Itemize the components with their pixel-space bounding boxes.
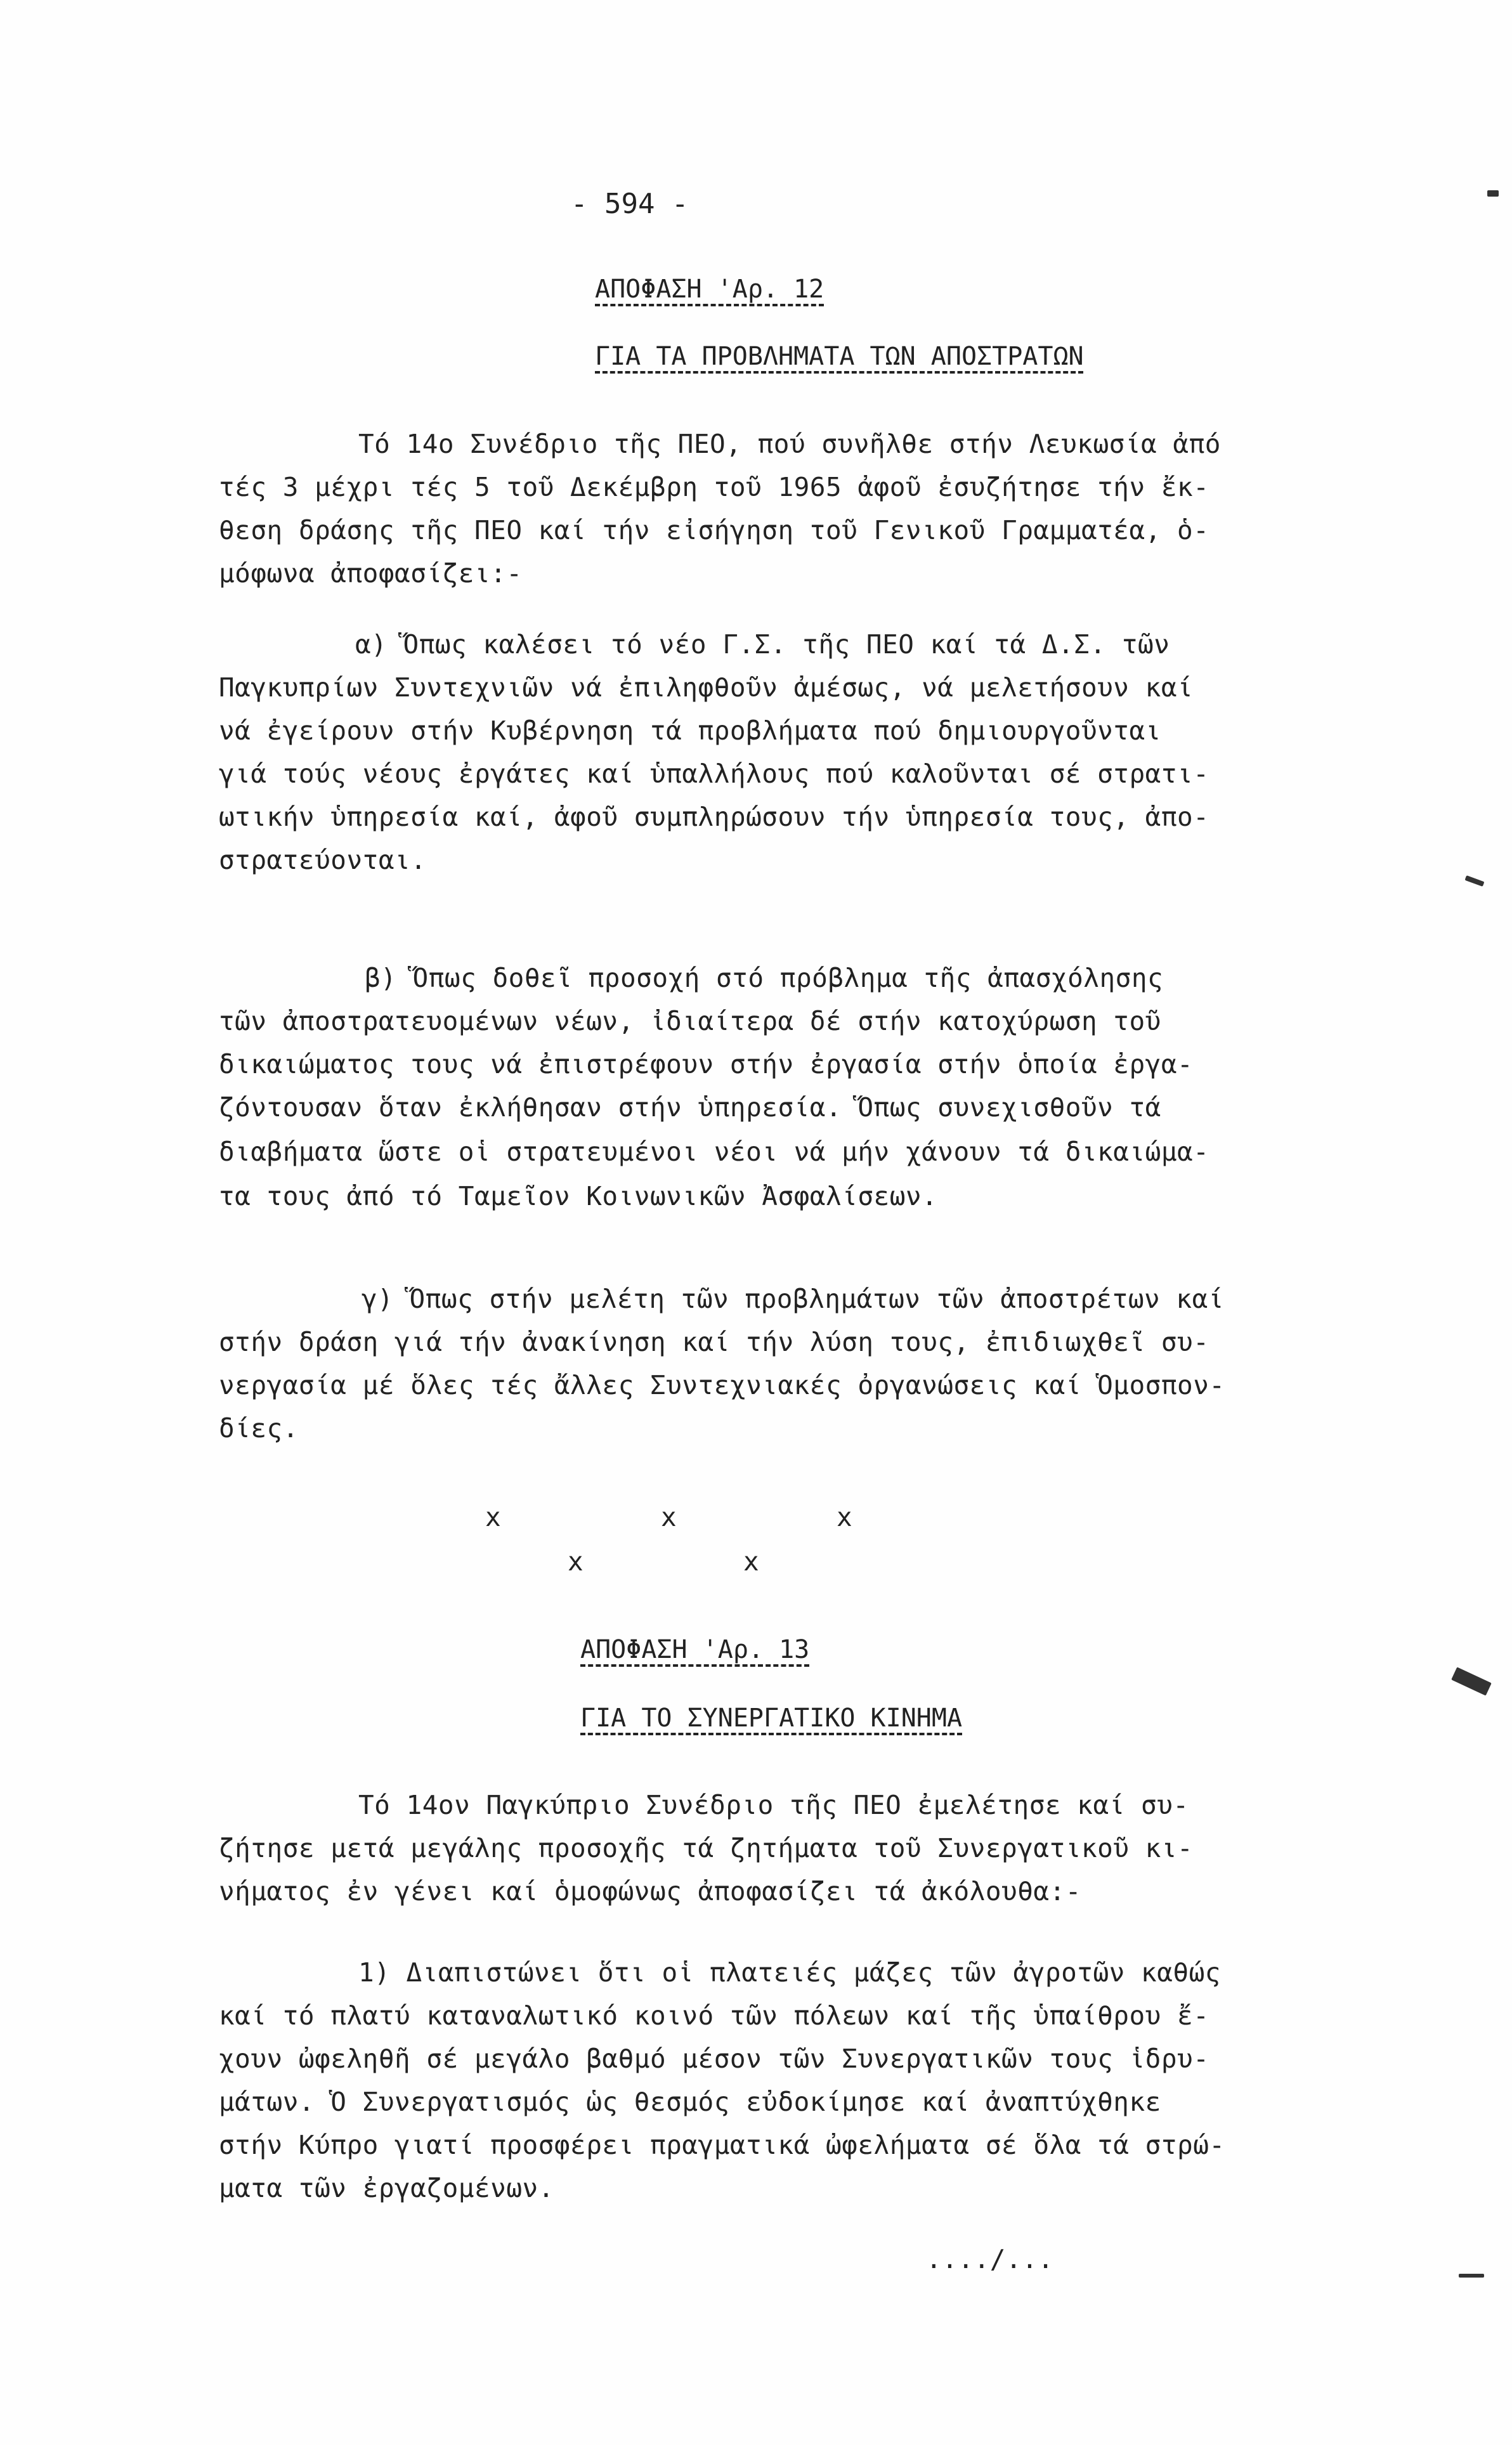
text-line: β) Ὅπως δοθεῖ προσοχή στό πρόβλημα τῆς ἀπασχόλησης xyxy=(365,963,1164,993)
scan-mark xyxy=(1451,1667,1492,1695)
text-line: χουν ὠφεληθῆ σέ μεγάλο βαθμό μέσον τῶν Συνεργατικῶν τους ἱδρυ- xyxy=(219,2044,1209,2074)
text-line: Παγκυπρίων Συντεχνιῶν νά ἐπιληφθοῦν ἀμέσως, νά μελετήσουν καί xyxy=(219,672,1194,703)
page-number: - 594 - xyxy=(571,188,689,220)
scan-mark xyxy=(1487,190,1499,197)
text-line: μόφωνα ἀποφασίζει:- xyxy=(219,558,523,589)
text-line: στήν Κύπρο γιατί προσφέρει πραγματικά ὠφελήματα σέ ὅλα τά στρώ- xyxy=(219,2130,1225,2160)
text-line: θεση δράσης τῆς ΠΕΟ καί τήν εἰσήγηση τοῦ Γενικοῦ Γραμματέα, ὁ- xyxy=(219,515,1209,545)
text-line: νήματος ἐν γένει καί ὁμοφώνως ἀποφασίζει τά ἀκόλουθα:- xyxy=(219,1876,1081,1907)
text-line: στρατεύονται. xyxy=(219,845,427,875)
separator-row-1: x x x xyxy=(485,1502,853,1532)
text-line: στήν δράση γιά τήν ἀνακίνηση καί τήν λύση τους, ἐπιδιωχθεῖ συ- xyxy=(219,1327,1209,1357)
text-line: διαβήματα ὥστε οἱ στρατευμένοι νέοι νά μήν χάνουν τά δικαιώμα- xyxy=(219,1137,1209,1167)
text-line: νά ἐγείρουν στήν Κυβέρνηση τά προβλήματα πού δημιουργοῦνται xyxy=(219,715,1161,746)
text-line: μάτων. Ὁ Συνεργατισμός ὡς θεσμός εὐδοκίμησε καί ἀναπτύχθηκε xyxy=(219,2087,1161,2117)
text-line: νεργασία μέ ὅλες τές ἄλλες Συντεχνιακές ὀργανώσεις καί Ὁμοσπον- xyxy=(219,1370,1225,1400)
text-line: τές 3 μέχρι τές 5 τοῦ Δεκέμβρη τοῦ 1965 ἀφοῦ ἐσυζήτησε τήν ἔκ- xyxy=(219,472,1209,502)
text-line: τῶν ἀποστρατευομένων νέων, ἰδιαίτερα δέ στήν κατοχύρωση τοῦ xyxy=(219,1006,1161,1036)
separator-row-2: x x xyxy=(568,1546,760,1577)
text-line: δίες. xyxy=(219,1413,299,1444)
text-line: δικαιώματος τους νά ἐπιστρέφουν στήν ἐργασία στήν ὁποία ἐργα- xyxy=(219,1049,1194,1079)
continuation-marker: ..../... xyxy=(926,2244,1054,2274)
text-line: 1) Διαπιστώνει ὅτι οἱ πλατειές μάζες τῶν ἀγροτῶν καθώς xyxy=(358,1957,1221,1988)
text-line: ζόντουσαν ὅταν ἐκλήθησαν στήν ὑπηρεσία. Ὅπως συνεχισθοῦν τά xyxy=(219,1092,1161,1123)
text-line: Τό 14ον Παγκύπριο Συνέδριο τῆς ΠΕΟ ἐμελέτησε καί συ- xyxy=(358,1790,1189,1820)
scan-mark xyxy=(1465,875,1485,887)
decision-12-subtitle: ΓΙΑ ΤΑ ΠΡΟΒΛΗΜΑΤΑ ΤΩΝ ΑΠΟΣΤΡΑΤΩΝ xyxy=(595,342,1084,371)
decision-13-title: ΑΠΟΦΑΣΗ 'Αρ. 13 xyxy=(580,1635,810,1664)
decision-13-subtitle: ΓΙΑ ΤΟ ΣΥΝΕΡΓΑΤΙΚΟ ΚΙΝΗΜΑ xyxy=(580,1704,963,1733)
text-line: γ) Ὅπως στήν μελέτη τῶν προβλημάτων τῶν ἀποστρέτων καί xyxy=(362,1284,1224,1314)
decision-12-title: ΑΠΟΦΑΣΗ 'Αρ. 12 xyxy=(595,275,824,304)
text-line: ωτικήν ὑπηρεσία καί, ἀφοῦ συμπληρώσουν τήν ὑπηρεσία τους, ἀπο- xyxy=(219,802,1209,832)
text-line: α) Ὅπως καλέσει τό νέο Γ.Σ. τῆς ΠΕΟ καί τά Δ.Σ. τῶν xyxy=(355,629,1170,660)
text-line: γιά τούς νέους ἐργάτες καί ὑπαλλήλους πού καλοῦνται σέ στρατι- xyxy=(219,759,1209,789)
text-line: καί τό πλατύ καταναλωτικό κοινό τῶν πόλεων καί τῆς ὑπαίθρου ἔ- xyxy=(219,2000,1209,2031)
text-line: Τό 14ο Συνέδριο τῆς ΠΕΟ, πού συνῆλθε στήν Λευκωσία ἀπό xyxy=(358,429,1221,459)
text-line: ματα τῶν ἐργαζομένων. xyxy=(219,2173,554,2203)
text-line: ζήτησε μετά μεγάλης προσοχῆς τά ζητήματα τοῦ Συνεργατικοῦ κι- xyxy=(219,1833,1194,1863)
scan-mark xyxy=(1459,2274,1484,2278)
text-line: τα τους ἀπό τό Ταμεῖον Κοινωνικῶν Ἀσφαλίσεων. xyxy=(219,1181,938,1211)
